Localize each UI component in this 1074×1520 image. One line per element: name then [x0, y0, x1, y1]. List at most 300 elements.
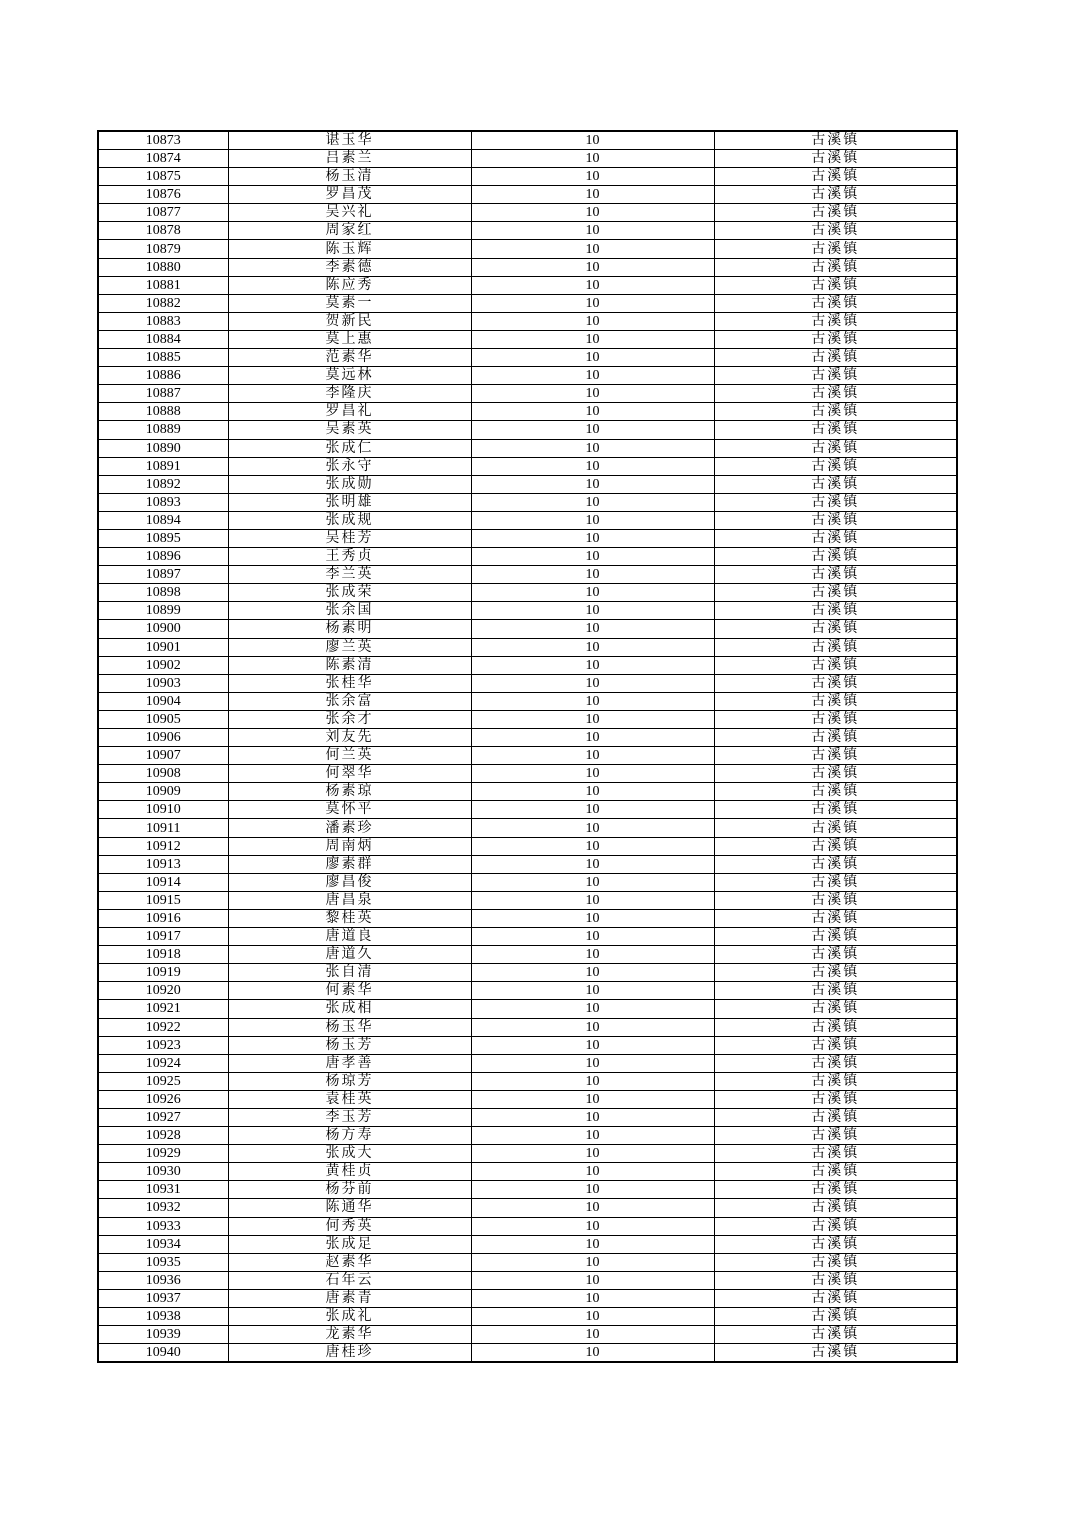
- amount-cell: 10: [471, 1163, 714, 1181]
- id-cell: 10896: [98, 548, 228, 566]
- id-cell: 10920: [98, 982, 228, 1000]
- id-cell: 10878: [98, 222, 228, 240]
- id-cell: 10895: [98, 529, 228, 547]
- town-cell: 古溪镇: [714, 783, 957, 801]
- table-row: [98, 367, 957, 385]
- name-cell: 周南炳: [228, 837, 471, 855]
- id-cell: 10926: [98, 1090, 228, 1108]
- amount-cell: 10: [471, 240, 714, 258]
- name-cell: 龙素华: [228, 1326, 471, 1344]
- name-cell: 张余才: [228, 710, 471, 728]
- id-cell: 10929: [98, 1145, 228, 1163]
- name-cell: 石年云: [228, 1271, 471, 1289]
- table-row: [98, 222, 957, 240]
- name-cell: 张成规: [228, 511, 471, 529]
- name-cell: 杨玉清: [228, 168, 471, 186]
- town-cell: 古溪镇: [714, 873, 957, 891]
- town-cell: 古溪镇: [714, 131, 957, 150]
- id-cell: 10935: [98, 1253, 228, 1271]
- amount-cell: 10: [471, 457, 714, 475]
- name-cell: 陈玉辉: [228, 240, 471, 258]
- id-cell: 10889: [98, 421, 228, 439]
- name-cell: 罗昌礼: [228, 403, 471, 421]
- name-cell: 张桂华: [228, 674, 471, 692]
- amount-cell: 10: [471, 204, 714, 222]
- id-cell: 10917: [98, 928, 228, 946]
- town-cell: 古溪镇: [714, 240, 957, 258]
- id-cell: 10923: [98, 1036, 228, 1054]
- amount-cell: 10: [471, 964, 714, 982]
- table-row: [98, 873, 957, 891]
- amount-cell: 10: [471, 765, 714, 783]
- amount-cell: 10: [471, 403, 714, 421]
- town-cell: 古溪镇: [714, 964, 957, 982]
- table-row: [98, 548, 957, 566]
- amount-cell: 10: [471, 747, 714, 765]
- name-cell: 唐孝善: [228, 1054, 471, 1072]
- amount-cell: 10: [471, 276, 714, 294]
- id-cell: 10906: [98, 729, 228, 747]
- amount-cell: 10: [471, 909, 714, 927]
- table-row: [98, 294, 957, 312]
- amount-cell: 10: [471, 692, 714, 710]
- amount-cell: 10: [471, 1018, 714, 1036]
- id-cell: 10928: [98, 1127, 228, 1145]
- id-cell: 10931: [98, 1181, 228, 1199]
- id-cell: 10886: [98, 367, 228, 385]
- town-cell: 古溪镇: [714, 891, 957, 909]
- id-cell: 10893: [98, 493, 228, 511]
- id-cell: 10910: [98, 801, 228, 819]
- town-cell: 古溪镇: [714, 1018, 957, 1036]
- id-cell: 10899: [98, 602, 228, 620]
- amount-cell: 10: [471, 1326, 714, 1344]
- town-cell: 古溪镇: [714, 529, 957, 547]
- table-row: [98, 620, 957, 638]
- town-cell: 古溪镇: [714, 475, 957, 493]
- id-cell: 10888: [98, 403, 228, 421]
- town-cell: 古溪镇: [714, 1308, 957, 1326]
- table-row: [98, 1127, 957, 1145]
- table-row: [98, 783, 957, 801]
- amount-cell: 10: [471, 367, 714, 385]
- town-cell: 古溪镇: [714, 1145, 957, 1163]
- town-cell: 古溪镇: [714, 1127, 957, 1145]
- table-row: [98, 747, 957, 765]
- town-cell: 古溪镇: [714, 204, 957, 222]
- amount-cell: 10: [471, 168, 714, 186]
- amount-cell: 10: [471, 1108, 714, 1126]
- amount-cell: 10: [471, 493, 714, 511]
- id-cell: 10940: [98, 1344, 228, 1363]
- table-row: [98, 1108, 957, 1126]
- town-cell: 古溪镇: [714, 439, 957, 457]
- name-cell: 杨素琼: [228, 783, 471, 801]
- amount-cell: 10: [471, 801, 714, 819]
- town-cell: 古溪镇: [714, 584, 957, 602]
- amount-cell: 10: [471, 186, 714, 204]
- table-row: [98, 403, 957, 421]
- name-cell: 王秀贞: [228, 548, 471, 566]
- name-cell: 张永守: [228, 457, 471, 475]
- amount-cell: 10: [471, 656, 714, 674]
- name-cell: 陈应秀: [228, 276, 471, 294]
- name-cell: 张自清: [228, 964, 471, 982]
- roster-table-body: [98, 131, 957, 1362]
- name-cell: 杨芬前: [228, 1181, 471, 1199]
- town-cell: 古溪镇: [714, 729, 957, 747]
- name-cell: 黄桂贞: [228, 1163, 471, 1181]
- name-cell: 唐素青: [228, 1289, 471, 1307]
- table-row: [98, 674, 957, 692]
- name-cell: 张余富: [228, 692, 471, 710]
- table-row: [98, 529, 957, 547]
- town-cell: 古溪镇: [714, 1072, 957, 1090]
- name-cell: 陈素清: [228, 656, 471, 674]
- id-cell: 10909: [98, 783, 228, 801]
- name-cell: 李素德: [228, 258, 471, 276]
- town-cell: 古溪镇: [714, 403, 957, 421]
- amount-cell: 10: [471, 258, 714, 276]
- table-row: [98, 602, 957, 620]
- amount-cell: 10: [471, 620, 714, 638]
- town-cell: 古溪镇: [714, 1181, 957, 1199]
- table-row: [98, 1036, 957, 1054]
- town-cell: 古溪镇: [714, 1344, 957, 1363]
- id-cell: 10873: [98, 131, 228, 150]
- id-cell: 10897: [98, 566, 228, 584]
- table-row: [98, 168, 957, 186]
- name-cell: 周家红: [228, 222, 471, 240]
- table-row: [98, 1199, 957, 1217]
- town-cell: 古溪镇: [714, 566, 957, 584]
- town-cell: 古溪镇: [714, 801, 957, 819]
- table-row: [98, 1054, 957, 1072]
- name-cell: 刘友先: [228, 729, 471, 747]
- table-row: [98, 584, 957, 602]
- id-cell: 10885: [98, 349, 228, 367]
- table-row: [98, 1326, 957, 1344]
- id-cell: 10930: [98, 1163, 228, 1181]
- town-cell: 古溪镇: [714, 493, 957, 511]
- name-cell: 杨素明: [228, 620, 471, 638]
- amount-cell: 10: [471, 222, 714, 240]
- amount-cell: 10: [471, 385, 714, 403]
- id-cell: 10874: [98, 150, 228, 168]
- table-row: [98, 1235, 957, 1253]
- town-cell: 古溪镇: [714, 620, 957, 638]
- town-cell: 古溪镇: [714, 312, 957, 330]
- amount-cell: 10: [471, 421, 714, 439]
- name-cell: 杨玉华: [228, 1018, 471, 1036]
- name-cell: 谌玉华: [228, 131, 471, 150]
- amount-cell: 10: [471, 928, 714, 946]
- town-cell: 古溪镇: [714, 765, 957, 783]
- town-cell: 古溪镇: [714, 1163, 957, 1181]
- id-cell: 10901: [98, 638, 228, 656]
- amount-cell: 10: [471, 710, 714, 728]
- town-cell: 古溪镇: [714, 421, 957, 439]
- town-cell: 古溪镇: [714, 692, 957, 710]
- table-row: [98, 909, 957, 927]
- name-cell: 陈通华: [228, 1199, 471, 1217]
- amount-cell: 10: [471, 1090, 714, 1108]
- amount-cell: 10: [471, 1289, 714, 1307]
- table-row: [98, 276, 957, 294]
- id-cell: 10875: [98, 168, 228, 186]
- id-cell: 10905: [98, 710, 228, 728]
- amount-cell: 10: [471, 1253, 714, 1271]
- table-row: [98, 1344, 957, 1363]
- amount-cell: 10: [471, 873, 714, 891]
- amount-cell: 10: [471, 1271, 714, 1289]
- town-cell: 古溪镇: [714, 457, 957, 475]
- town-cell: 古溪镇: [714, 747, 957, 765]
- table-row: [98, 312, 957, 330]
- id-cell: 10913: [98, 855, 228, 873]
- name-cell: 贺新民: [228, 312, 471, 330]
- name-cell: 张余国: [228, 602, 471, 620]
- amount-cell: 10: [471, 819, 714, 837]
- table-row: [98, 493, 957, 511]
- town-cell: 古溪镇: [714, 1108, 957, 1126]
- amount-cell: 10: [471, 729, 714, 747]
- amount-cell: 10: [471, 602, 714, 620]
- table-row: [98, 566, 957, 584]
- id-cell: 10927: [98, 1108, 228, 1126]
- town-cell: 古溪镇: [714, 855, 957, 873]
- name-cell: 赵素华: [228, 1253, 471, 1271]
- amount-cell: 10: [471, 982, 714, 1000]
- id-cell: 10877: [98, 204, 228, 222]
- name-cell: 莫素一: [228, 294, 471, 312]
- roster-table: [97, 130, 958, 1363]
- id-cell: 10936: [98, 1271, 228, 1289]
- table-row: [98, 1000, 957, 1018]
- table-row: [98, 964, 957, 982]
- id-cell: 10898: [98, 584, 228, 602]
- amount-cell: 10: [471, 584, 714, 602]
- name-cell: 何兰英: [228, 747, 471, 765]
- amount-cell: 10: [471, 150, 714, 168]
- amount-cell: 10: [471, 439, 714, 457]
- town-cell: 古溪镇: [714, 1235, 957, 1253]
- id-cell: 10924: [98, 1054, 228, 1072]
- id-cell: 10911: [98, 819, 228, 837]
- id-cell: 10894: [98, 511, 228, 529]
- table-row: [98, 1181, 957, 1199]
- table-row: [98, 385, 957, 403]
- name-cell: 张成仁: [228, 439, 471, 457]
- name-cell: 吴兴礼: [228, 204, 471, 222]
- town-cell: 古溪镇: [714, 946, 957, 964]
- amount-cell: 10: [471, 1308, 714, 1326]
- amount-cell: 10: [471, 946, 714, 964]
- amount-cell: 10: [471, 475, 714, 493]
- table-row: [98, 511, 957, 529]
- town-cell: 古溪镇: [714, 1253, 957, 1271]
- name-cell: 黎桂英: [228, 909, 471, 927]
- amount-cell: 10: [471, 294, 714, 312]
- amount-cell: 10: [471, 891, 714, 909]
- town-cell: 古溪镇: [714, 1090, 957, 1108]
- table-row: [98, 819, 957, 837]
- name-cell: 廖昌俊: [228, 873, 471, 891]
- name-cell: 罗昌茂: [228, 186, 471, 204]
- town-cell: 古溪镇: [714, 1036, 957, 1054]
- amount-cell: 10: [471, 638, 714, 656]
- town-cell: 古溪镇: [714, 1000, 957, 1018]
- table-row: [98, 330, 957, 348]
- id-cell: 10900: [98, 620, 228, 638]
- id-cell: 10887: [98, 385, 228, 403]
- town-cell: 古溪镇: [714, 909, 957, 927]
- name-cell: 张成足: [228, 1235, 471, 1253]
- amount-cell: 10: [471, 1344, 714, 1363]
- id-cell: 10879: [98, 240, 228, 258]
- id-cell: 10880: [98, 258, 228, 276]
- table-row: [98, 638, 957, 656]
- town-cell: 古溪镇: [714, 638, 957, 656]
- name-cell: 潘素珍: [228, 819, 471, 837]
- town-cell: 古溪镇: [714, 602, 957, 620]
- amount-cell: 10: [471, 855, 714, 873]
- id-cell: 10933: [98, 1217, 228, 1235]
- table-row: [98, 855, 957, 873]
- id-cell: 10884: [98, 330, 228, 348]
- name-cell: 廖兰英: [228, 638, 471, 656]
- table-row: [98, 258, 957, 276]
- amount-cell: 10: [471, 312, 714, 330]
- town-cell: 古溪镇: [714, 710, 957, 728]
- amount-cell: 10: [471, 1181, 714, 1199]
- table-row: [98, 837, 957, 855]
- name-cell: 袁桂英: [228, 1090, 471, 1108]
- table-row: [98, 656, 957, 674]
- id-cell: 10907: [98, 747, 228, 765]
- table-row: [98, 1018, 957, 1036]
- table-row: [98, 204, 957, 222]
- town-cell: 古溪镇: [714, 982, 957, 1000]
- amount-cell: 10: [471, 548, 714, 566]
- town-cell: 古溪镇: [714, 928, 957, 946]
- table-row: [98, 1289, 957, 1307]
- amount-cell: 10: [471, 1000, 714, 1018]
- id-cell: 10915: [98, 891, 228, 909]
- table-row: [98, 801, 957, 819]
- name-cell: 张成荣: [228, 584, 471, 602]
- table-row: [98, 1163, 957, 1181]
- town-cell: 古溪镇: [714, 222, 957, 240]
- name-cell: 唐道久: [228, 946, 471, 964]
- id-cell: 10912: [98, 837, 228, 855]
- amount-cell: 10: [471, 1235, 714, 1253]
- town-cell: 古溪镇: [714, 1199, 957, 1217]
- town-cell: 古溪镇: [714, 349, 957, 367]
- town-cell: 古溪镇: [714, 1217, 957, 1235]
- id-cell: 10918: [98, 946, 228, 964]
- table-row: [98, 1090, 957, 1108]
- town-cell: 古溪镇: [714, 276, 957, 294]
- table-row: [98, 928, 957, 946]
- amount-cell: 10: [471, 837, 714, 855]
- town-cell: 古溪镇: [714, 1271, 957, 1289]
- table-row: [98, 186, 957, 204]
- amount-cell: 10: [471, 1072, 714, 1090]
- town-cell: 古溪镇: [714, 186, 957, 204]
- name-cell: 李兰英: [228, 566, 471, 584]
- id-cell: 10902: [98, 656, 228, 674]
- name-cell: 吴桂芳: [228, 529, 471, 547]
- town-cell: 古溪镇: [714, 674, 957, 692]
- name-cell: 廖素群: [228, 855, 471, 873]
- id-cell: 10881: [98, 276, 228, 294]
- name-cell: 李隆庆: [228, 385, 471, 403]
- id-cell: 10908: [98, 765, 228, 783]
- name-cell: 何素华: [228, 982, 471, 1000]
- amount-cell: 10: [471, 1036, 714, 1054]
- table-row: [98, 729, 957, 747]
- table-row: [98, 475, 957, 493]
- id-cell: 10934: [98, 1235, 228, 1253]
- id-cell: 10916: [98, 909, 228, 927]
- id-cell: 10890: [98, 439, 228, 457]
- name-cell: 杨方寿: [228, 1127, 471, 1145]
- id-cell: 10882: [98, 294, 228, 312]
- amount-cell: 10: [471, 783, 714, 801]
- table-row: [98, 1145, 957, 1163]
- amount-cell: 10: [471, 330, 714, 348]
- amount-cell: 10: [471, 349, 714, 367]
- town-cell: 古溪镇: [714, 150, 957, 168]
- town-cell: 古溪镇: [714, 1326, 957, 1344]
- id-cell: 10932: [98, 1199, 228, 1217]
- amount-cell: 10: [471, 674, 714, 692]
- amount-cell: 10: [471, 1217, 714, 1235]
- town-cell: 古溪镇: [714, 1054, 957, 1072]
- amount-cell: 10: [471, 1145, 714, 1163]
- table-row: [98, 240, 957, 258]
- table-row: [98, 349, 957, 367]
- name-cell: 张成礼: [228, 1308, 471, 1326]
- town-cell: 古溪镇: [714, 1289, 957, 1307]
- town-cell: 古溪镇: [714, 385, 957, 403]
- name-cell: 唐昌泉: [228, 891, 471, 909]
- table-row: [98, 439, 957, 457]
- name-cell: 张明雄: [228, 493, 471, 511]
- amount-cell: 10: [471, 1127, 714, 1145]
- name-cell: 张成勋: [228, 475, 471, 493]
- name-cell: 杨玉芳: [228, 1036, 471, 1054]
- town-cell: 古溪镇: [714, 837, 957, 855]
- name-cell: 莫怀平: [228, 801, 471, 819]
- table-row: [98, 982, 957, 1000]
- name-cell: 吴素英: [228, 421, 471, 439]
- name-cell: 张成相: [228, 1000, 471, 1018]
- table-row: [98, 1253, 957, 1271]
- name-cell: 莫远林: [228, 367, 471, 385]
- id-cell: 10914: [98, 873, 228, 891]
- table-row: [98, 1217, 957, 1235]
- id-cell: 10921: [98, 1000, 228, 1018]
- id-cell: 10937: [98, 1289, 228, 1307]
- amount-cell: 10: [471, 511, 714, 529]
- table-row: [98, 710, 957, 728]
- table-row: [98, 765, 957, 783]
- town-cell: 古溪镇: [714, 258, 957, 276]
- name-cell: 范素华: [228, 349, 471, 367]
- town-cell: 古溪镇: [714, 168, 957, 186]
